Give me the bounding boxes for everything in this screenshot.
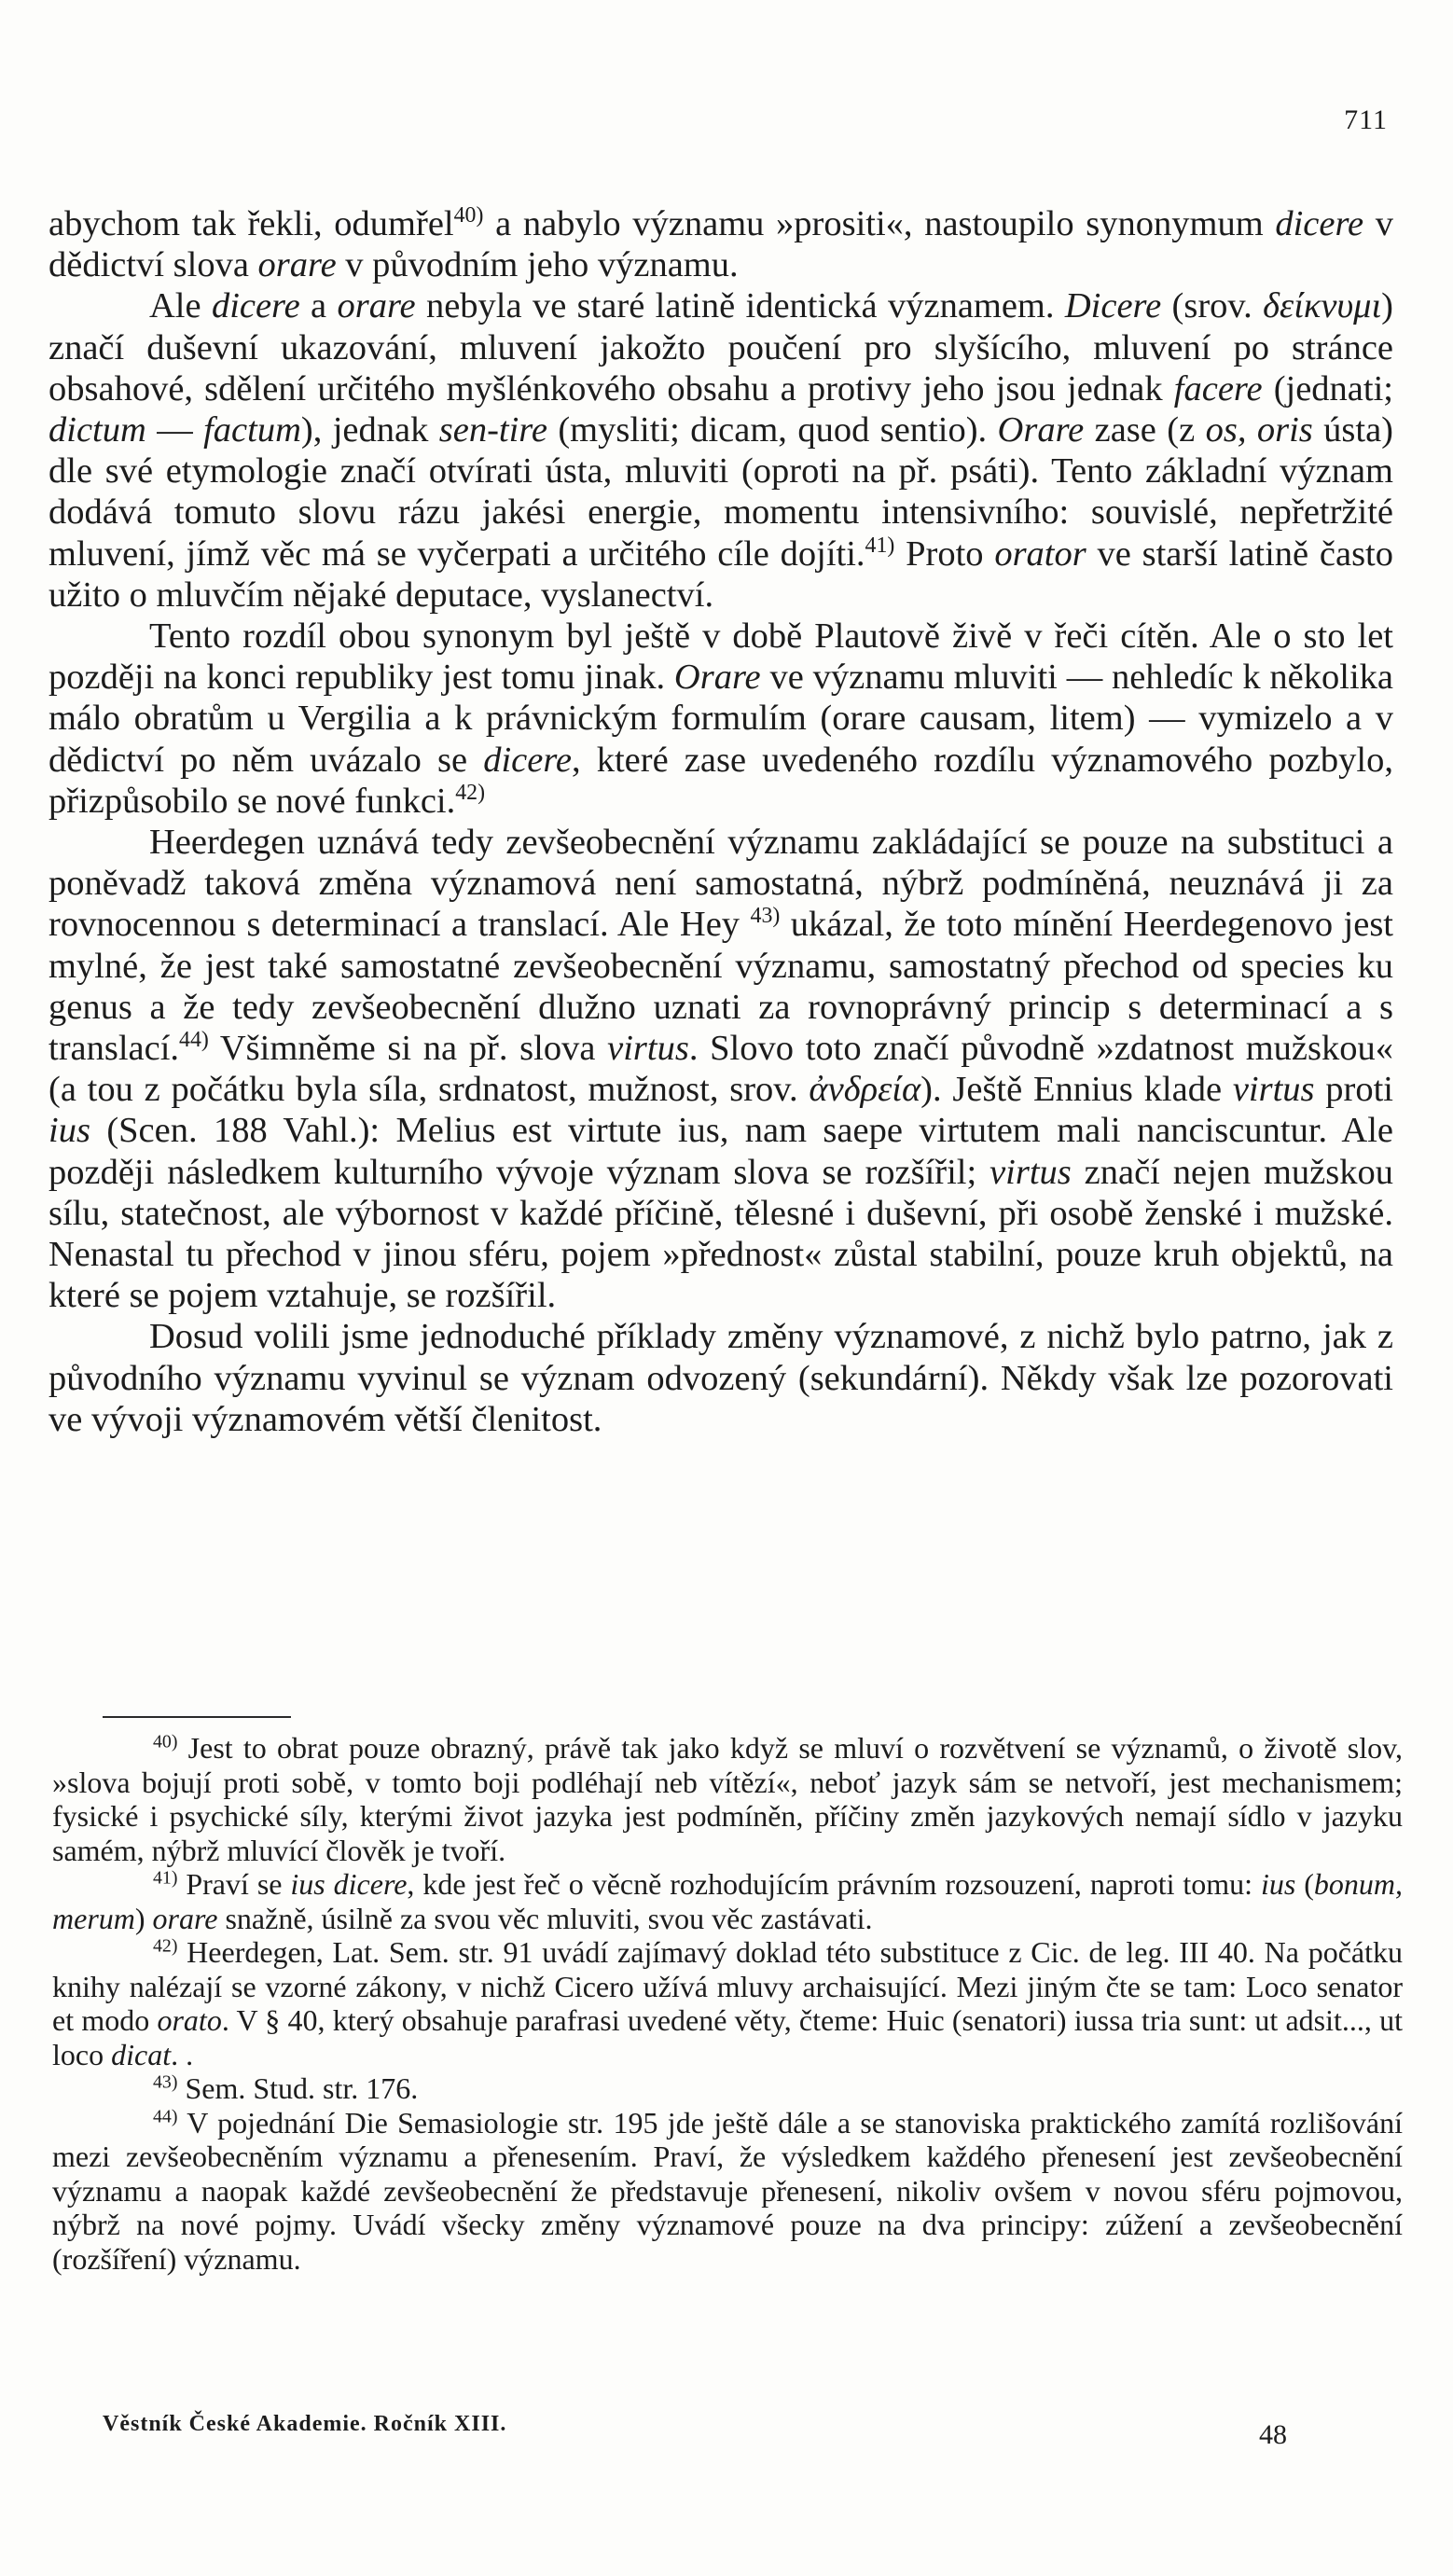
- text-run: abychom tak řekli, odumřel: [48, 204, 454, 243]
- text-run: ). Ještě Ennius klade: [920, 1070, 1233, 1110]
- text-run: Praví se: [177, 1867, 291, 1901]
- italic-term: os, oris: [1205, 410, 1313, 450]
- footnote-ref: 42): [455, 781, 486, 806]
- footnote-ref: 43): [153, 2071, 178, 2093]
- text-run: značí nejen mužskou sílu, statečnost, ale výbornost v každé příčině, tělesné i duševní, při osobě ženské i mužské. Nenastal tu přechod v jinou sféru, pojem »přednost« zůstal stabilní, pouze kruh objektů, na které se pojem vztahuje, se rozšířil.: [48, 1152, 1393, 1316]
- text-run: nebyla ve staré latině identická významem.: [415, 286, 1065, 326]
- italic-term: dicere: [1275, 204, 1364, 243]
- text-run: v původním jeho významu.: [336, 245, 739, 285]
- footnote-ref: 42): [153, 1935, 178, 1957]
- footnote: [52, 1867, 1403, 1935]
- text-run: . V § 40, který obsahuje parafrasi uvedené věty, čteme: Huic (senatori) iussa tria sunt: ut adsit..., ut loco: [52, 2003, 1404, 2071]
- italic-term: virtus: [1232, 1070, 1315, 1110]
- footnote-ref: 44): [179, 1028, 209, 1053]
- italic-term: dicat: [111, 2037, 172, 2071]
- footnote-ref: 43): [750, 904, 781, 929]
- text-run: ), jednak: [300, 410, 439, 450]
- text-run: . Slovo toto značí původně »zdatnost mužskou« (a tou z počátku byla síla, srdnatost, mužnost, srov.: [48, 1029, 1393, 1110]
- journal-footer: Věstník České Akademie. Ročník XIII.: [103, 2412, 507, 2436]
- text-run: ukázal, že toto mínění Heerdegenovo jest mylné, že jest také samostatné zevšeobecnění významu, samostatný přechod od species ku genus a že tedy zevšeobecnění dlužno uznati za rovnoprávný princip s determinací a s translací.: [48, 905, 1393, 1069]
- text-run: (Scen. 188 Vahl.): Melius est virtute ius, nam saepe virtutem mali nanciscuntur. Ale později následkem kulturního vývoje význam slova se rozšířil;: [48, 1111, 1393, 1192]
- italic-term: factum: [203, 410, 301, 450]
- footnote-ref: 40): [453, 203, 484, 229]
- italic-term: bonum, merum: [52, 1867, 1404, 1935]
- text-run: . .: [171, 2037, 194, 2071]
- italic-term: facere: [1173, 368, 1263, 409]
- text-run: ve starší latině často užito o mluvčím nějaké deputace, vyslanectví.: [48, 533, 1393, 615]
- main-text: [48, 203, 1393, 1440]
- italic-term: orato: [157, 2003, 222, 2037]
- italic-term: dicere: [211, 286, 300, 326]
- sheet-number: 48: [1259, 2419, 1287, 2450]
- text-run: Ale: [149, 286, 212, 326]
- footnote: [52, 2106, 1403, 2277]
- text-run: ) značí duševní ukazování, mluvení jakožto poučení pro slyšícího, mluvení po stránce obsahové, sdělení určitého myšlénkového obsahu a protivy jeho jsou jednak: [48, 286, 1393, 409]
- text-run: Dosud volili jsme jednoduché příklady změny významové, z nichž bylo patrno, jak z původního významu vyvinul se význam odvozený (sekundární). Někdy však lze pozorovati ve vývoji významovém větší členitost.: [48, 1317, 1393, 1439]
- text-run: , kde jest řeč o věcně rozhodujícím právním rozsouzení, naproti tomu:: [407, 1867, 1261, 1901]
- text-run: (mysliti; dicam, quod sentio).: [547, 410, 998, 450]
- footnotes: [52, 1731, 1403, 2276]
- footnote: [52, 1935, 1403, 2071]
- text-run: (: [1295, 1867, 1314, 1901]
- text-run: Tento rozdíl obou synonym byl ještě v době Plautově živě v řeči cítěn. Ale o sto let později na konci republiky jest tomu jinak.: [48, 616, 1393, 698]
- text-run: zase (z: [1084, 410, 1206, 450]
- text-run: Heerdegen uznává tedy zevšeobecnění významu zakládající se pouze na substituci a poněvadž taková změna významová není samostatná, nýbrž podmíněná, neuznává ji za rovnocennou s determinací a translací. Ale Hey: [48, 823, 1393, 945]
- italic-term: dicere: [483, 740, 572, 780]
- italic-term: Orare: [673, 658, 761, 698]
- text-run: ve významu mluviti — nehledíc k několika málo obratům u Vergilia a k právnickým formulím (orare causam, litem) — vymizelo a v dědictví po něm uvázalo se: [48, 658, 1393, 780]
- text-run: ústa) dle své etymologie značí otvírati ústa, mluviti (oproti na př. psáti). Tento základní význam dodává tomuto slovu rázu jakési energie, momentu intensivního: souvislé, nepřetržité mluvení, jímž věc má se vyčerpati a určitého cíle dojíti.: [48, 410, 1394, 574]
- italic-term: Orare: [997, 410, 1085, 450]
- italic-term: Dicere: [1064, 286, 1162, 326]
- text-run: a: [299, 286, 338, 326]
- italic-term: orare: [337, 286, 416, 326]
- italic-term: orare: [152, 1901, 218, 1935]
- footnote: [52, 1731, 1403, 1867]
- text-run: a nabylo významu »prositi«, nastoupilo synonymum: [483, 204, 1276, 243]
- italic-term: ἀνδρεία: [809, 1070, 921, 1110]
- italic-term: sen-tire: [438, 410, 547, 450]
- text-run: —: [145, 410, 204, 450]
- italic-term: ius: [48, 1111, 90, 1151]
- footnote-ref: 40): [153, 1731, 178, 1752]
- italic-term: virtus: [989, 1152, 1072, 1192]
- text-run: v dědictví slova: [48, 204, 1393, 285]
- text-run: snažně, úsilně za svou věc mluviti, svou věc zastávati.: [217, 1901, 873, 1935]
- italic-term: orator: [994, 533, 1086, 574]
- paragraph: [48, 822, 1393, 1316]
- footnote-divider: [103, 1716, 291, 1718]
- italic-term: ius: [1261, 1867, 1296, 1901]
- text-run: ): [134, 1901, 153, 1935]
- italic-term: dictum: [48, 410, 146, 450]
- text-run: proti: [1314, 1070, 1393, 1110]
- italic-term: orare: [257, 245, 337, 285]
- text-run: V pojednání Die Semasiologie str. 195 jde ještě dále a se stanoviska praktického zamítá rozlišování mezi zevšeobecněním významu a přenesením. Praví, že výsledkem každého přenesení jest zevšeobecnění významu a naopak každé zevšeobecnění že představuje přenesení, nikoliv ovšem v novou sféru pojmovou, nýbrž na nové pojmy. Uvádí všecky změny významové pouze na dva principy: zúžení a zevšeobecnění (rozšíření) významu.: [52, 2105, 1403, 2276]
- text-run: Všimněme si na př. slova: [208, 1029, 608, 1069]
- footnote-ref: 44): [153, 2105, 178, 2126]
- text-run: (jednati;: [1262, 368, 1393, 409]
- text-run: Sem. Stud. str. 176.: [177, 2071, 419, 2105]
- italic-term: δείκνυμι: [1263, 286, 1382, 326]
- page-number: 711: [1344, 104, 1388, 135]
- text-run: Jest to obrat pouze obrazný, právě tak jako když se mluví o rozvětvení se významů, o životě slov, »slova bojují proti sobě, v tomto boji podléhají neb vítězí«, neboť jazyk sám se netvoří, jest mechanismem; fysické i psychické síly, kterými život jazyka jest podmíněn, příčiny změn jazykových nemají sídlo v jazyku samém, nýbrž mluvící člověk je tvoří.: [52, 1731, 1403, 1867]
- italic-term: virtus: [607, 1029, 689, 1069]
- paragraph: [48, 616, 1393, 822]
- text-run: , které zase uvedeného rozdílu významového pozbylo, přizpůsobilo se nové funkci.: [48, 740, 1393, 821]
- footnote: [52, 2071, 1403, 2106]
- paragraph: [48, 285, 1393, 616]
- footnote-ref: 41): [865, 533, 895, 558]
- text-run: Heerdegen, Lat. Sem. str. 91 uvádí zajímavý doklad této substituce z Cic. de leg. III 40. Na počátku knihy nalézají se vzorné zákony, v nichž Cicero užívá mluvy archaisující. Mezi jiným čte se tam: Loco senator et modo: [52, 1935, 1403, 2037]
- paragraph: [48, 203, 1393, 285]
- paragraph: [48, 1316, 1393, 1440]
- italic-term: ius dicere: [290, 1867, 408, 1901]
- text-run: Proto: [894, 533, 995, 574]
- text-run: (srov.: [1161, 286, 1264, 326]
- footnote-ref: 41): [153, 1867, 178, 1889]
